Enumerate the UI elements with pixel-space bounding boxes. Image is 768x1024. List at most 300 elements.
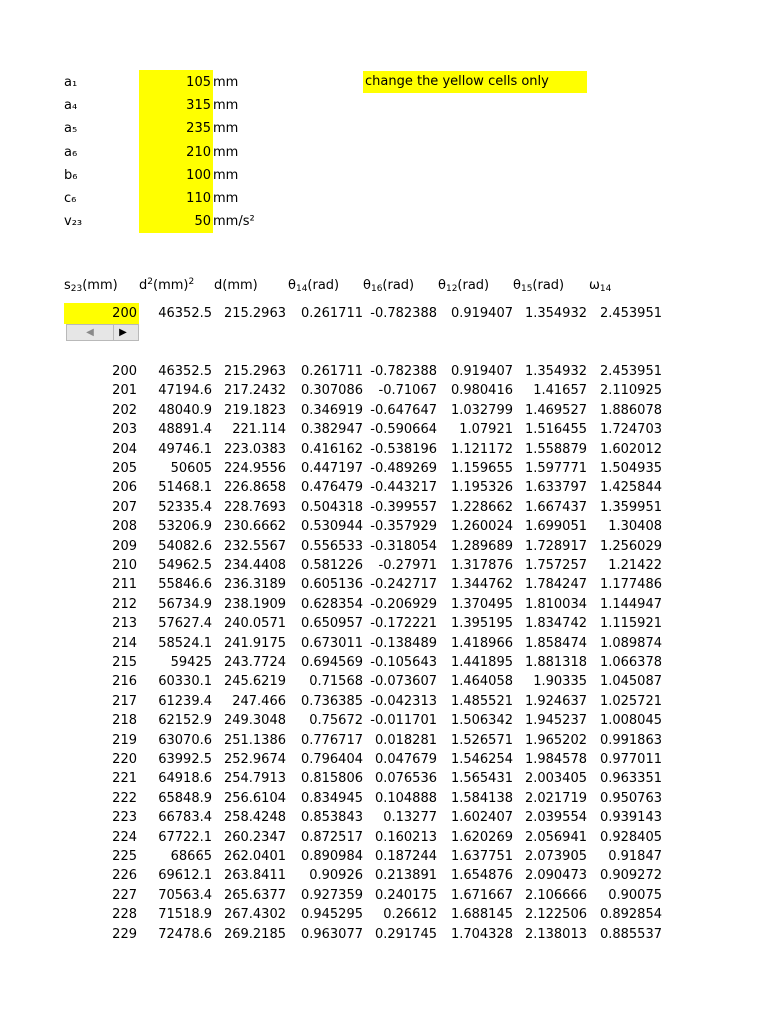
param-unit-v23: mm/s² — [213, 214, 255, 229]
cell-d-squared: 58524.1 — [158, 635, 212, 651]
cell-theta12: 1.584138 — [450, 790, 513, 806]
cell-theta15: 1.90335 — [533, 674, 587, 690]
cell-s23: 221 — [112, 771, 137, 787]
cell-omega14: 1.425844 — [599, 480, 662, 496]
cell-theta15: 2.122506 — [524, 907, 587, 923]
cell-d-squared: 64918.6 — [158, 771, 212, 787]
cell-d: 217.2432 — [223, 383, 286, 399]
cell-d-squared: 57627.4 — [158, 616, 212, 632]
cell-theta12: 1.602407 — [450, 810, 513, 826]
cell-theta16: 0.13277 — [383, 810, 437, 826]
cell-d: 240.0571 — [223, 616, 286, 632]
cell-d-squared: 71518.9 — [158, 907, 212, 923]
cell-theta12: 1.032799 — [450, 402, 513, 418]
cell-s23: 220 — [112, 752, 137, 767]
cell-theta16: -0.011701 — [370, 713, 437, 729]
cell-s23: 203 — [112, 422, 137, 438]
cell-theta16: 0.26612 — [383, 907, 437, 923]
cell-theta16: -0.782388 — [370, 364, 437, 379]
cell-theta16: -0.538196 — [370, 441, 437, 457]
cell-theta15: 1.354932 — [524, 364, 587, 379]
cell-theta12: 1.637751 — [450, 849, 513, 864]
cell-theta15: 2.003405 — [524, 771, 587, 787]
table-row — [0, 711, 768, 730]
cell-theta12: 1.195326 — [450, 480, 513, 496]
param-label-b6: b₆ — [64, 168, 78, 183]
param-unit-a5: mm — [213, 121, 239, 136]
cell-d: 269.2185 — [223, 926, 286, 942]
input-theta14: 0.261711 — [300, 306, 363, 321]
cell-omega14: 1.602012 — [599, 441, 662, 457]
cell-theta15: 1.965202 — [524, 732, 587, 748]
cell-omega14: 1.115921 — [599, 616, 662, 632]
cell-theta14: 0.382947 — [300, 422, 363, 438]
cell-theta12: 0.919407 — [450, 364, 513, 379]
param-value-a6[interactable]: 210 — [186, 145, 211, 160]
cell-theta15: 1.945237 — [524, 713, 587, 729]
cell-omega14: 0.909272 — [599, 868, 662, 884]
cell-omega14: 1.089874 — [599, 635, 662, 651]
cell-s23: 216 — [112, 674, 137, 690]
param-label-a1: a₁ — [64, 75, 78, 90]
cell-theta12: 1.395195 — [450, 616, 513, 632]
table-row — [0, 556, 768, 575]
param-label-a6: a₆ — [64, 145, 78, 160]
table-row — [0, 866, 768, 885]
cell-d-squared: 67722.1 — [158, 829, 212, 845]
cell-theta12: 1.370495 — [450, 596, 513, 612]
cell-theta16: 0.240175 — [374, 887, 437, 903]
cell-theta14: 0.673011 — [300, 635, 363, 651]
cell-theta12: 1.565431 — [450, 771, 513, 787]
cell-theta14: 0.75672 — [309, 713, 363, 729]
cell-omega14: 1.504935 — [599, 461, 662, 476]
cell-theta14: 0.872517 — [300, 829, 363, 845]
table-row — [0, 478, 768, 497]
cell-d-squared: 48040.9 — [158, 402, 212, 418]
cell-theta12: 1.620269 — [450, 829, 513, 845]
cell-theta16: -0.489269 — [370, 461, 437, 476]
cell-s23: 224 — [112, 829, 137, 845]
table-row — [0, 634, 768, 653]
cell-theta14: 0.650957 — [300, 616, 363, 632]
cell-theta16: -0.206929 — [370, 596, 437, 612]
table-row — [0, 731, 768, 750]
cell-theta14: 0.694569 — [300, 655, 363, 670]
cell-omega14: 1.21422 — [608, 558, 662, 573]
cell-d: 260.2347 — [223, 829, 286, 845]
cell-theta16: 0.187244 — [374, 849, 437, 864]
cell-theta14: 0.476479 — [300, 480, 363, 496]
cell-theta15: 1.757257 — [524, 558, 587, 573]
cell-theta14: 0.504318 — [300, 499, 363, 515]
cell-s23: 212 — [112, 596, 137, 612]
cell-s23: 209 — [112, 538, 137, 554]
param-unit-a1: mm — [213, 75, 239, 90]
cell-theta12: 1.704328 — [450, 926, 513, 942]
cell-s23: 205 — [112, 461, 137, 476]
table-row — [0, 886, 768, 905]
cell-s23: 213 — [112, 616, 137, 632]
cell-d-squared: 56734.9 — [158, 596, 212, 612]
cell-theta14: 0.927359 — [300, 887, 363, 903]
cell-theta15: 1.784247 — [524, 577, 587, 593]
cell-d: 252.9674 — [223, 752, 286, 767]
cell-theta12: 1.654876 — [450, 868, 513, 884]
cell-theta15: 1.924637 — [524, 693, 587, 709]
cell-d-squared: 60330.1 — [158, 674, 212, 690]
cell-theta15: 1.597771 — [524, 461, 587, 476]
cell-d-squared: 69612.1 — [158, 868, 212, 884]
cell-omega14: 1.177486 — [599, 577, 662, 593]
header-theta14: $\theta_{14}(rad)$ — [288, 278, 340, 294]
cell-theta15: 1.810034 — [524, 596, 587, 612]
cell-omega14: 1.066378 — [599, 655, 662, 670]
param-unit-a6: mm — [213, 145, 239, 160]
table-row — [0, 575, 768, 594]
cell-d-squared: 50605 — [170, 461, 212, 476]
cell-omega14: 0.91847 — [608, 849, 662, 864]
cell-theta12: 1.506342 — [450, 713, 513, 729]
cell-d: 221.114 — [232, 422, 286, 438]
cell-s23: 204 — [112, 441, 137, 457]
table-row — [0, 498, 768, 517]
cell-theta16: -0.242717 — [370, 577, 437, 593]
cell-theta16: -0.318054 — [370, 538, 437, 554]
cell-theta14: 0.447197 — [300, 461, 363, 476]
table-row — [0, 789, 768, 808]
cell-d: 228.7693 — [223, 499, 286, 515]
input-theta15: 1.354932 — [524, 306, 587, 321]
cell-omega14: 0.950763 — [599, 790, 662, 806]
cell-theta14: 0.628354 — [300, 596, 363, 612]
table-row — [0, 459, 768, 478]
cell-theta12: 0.980416 — [450, 383, 513, 399]
cell-theta15: 1.728917 — [524, 538, 587, 554]
arrow-left-icon[interactable]: ◀ — [86, 327, 94, 338]
param-label-c6: c₆ — [64, 191, 77, 206]
cell-d-squared: 65848.9 — [158, 790, 212, 806]
cell-omega14: 0.928405 — [599, 829, 662, 845]
cell-theta15: 1.516455 — [524, 422, 587, 438]
cell-theta16: -0.647647 — [370, 402, 437, 418]
cell-theta16: -0.27971 — [378, 558, 437, 573]
header-omega14: $\omega_{14}$ — [589, 278, 612, 294]
cell-theta16: 0.076536 — [374, 771, 437, 787]
cell-omega14: 2.453951 — [599, 364, 662, 379]
cell-d: 263.8411 — [223, 868, 286, 884]
cell-d: 247.466 — [232, 693, 286, 709]
cell-d-squared: 66783.4 — [158, 810, 212, 826]
cell-theta14: 0.796404 — [300, 752, 363, 767]
header-theta15: $\theta_{15}(rad)$ — [513, 278, 565, 294]
param-unit-b6: mm — [213, 168, 239, 183]
cell-omega14: 0.90075 — [608, 887, 662, 903]
header-theta12: $\theta_{12}(rad)$ — [438, 278, 490, 294]
cell-d-squared: 51468.1 — [158, 480, 212, 496]
cell-theta14: 0.815806 — [300, 771, 363, 787]
cell-s23: 225 — [112, 849, 137, 864]
cell-theta14: 0.776717 — [300, 732, 363, 748]
input-d: 215.2963 — [223, 306, 286, 321]
cell-d-squared: 68665 — [170, 849, 212, 864]
table-row — [0, 847, 768, 866]
param-value-a5[interactable]: 235 — [186, 121, 211, 136]
cell-theta16: -0.138489 — [370, 635, 437, 651]
table-row — [0, 362, 768, 381]
cell-theta15: 1.667437 — [524, 499, 587, 515]
cell-theta15: 2.106666 — [524, 887, 587, 903]
cell-theta15: 1.41657 — [533, 383, 587, 399]
table-row — [0, 769, 768, 788]
cell-theta15: 2.039554 — [524, 810, 587, 826]
table-row — [0, 905, 768, 924]
cell-omega14: 0.939143 — [599, 810, 662, 826]
cell-d: 245.6219 — [223, 674, 286, 690]
cell-theta15: 1.699051 — [524, 519, 587, 535]
cell-d-squared: 63070.6 — [158, 732, 212, 748]
cell-theta16: -0.105643 — [370, 655, 437, 670]
cell-theta16: -0.172221 — [370, 616, 437, 632]
cell-d: 262.0401 — [223, 849, 286, 864]
cell-theta16: -0.399557 — [370, 499, 437, 515]
table-row — [0, 537, 768, 556]
cell-theta14: 0.945295 — [300, 907, 363, 923]
cell-theta12: 1.228662 — [450, 499, 513, 515]
param-value-b6[interactable]: 100 — [186, 168, 211, 183]
table-row — [0, 925, 768, 944]
cell-d: 238.1909 — [223, 596, 286, 612]
input-theta16: -0.782388 — [370, 306, 437, 321]
cell-theta15: 2.021719 — [524, 790, 587, 806]
cell-s23: 211 — [112, 577, 137, 593]
cell-d-squared: 54082.6 — [158, 538, 212, 554]
cell-d-squared: 62152.9 — [158, 713, 212, 729]
cell-d-squared: 61239.4 — [158, 693, 212, 709]
param-value-a4[interactable]: 315 — [186, 98, 211, 113]
cell-s23: 208 — [112, 519, 137, 535]
cell-omega14: 1.30408 — [608, 519, 662, 535]
cell-s23: 229 — [112, 926, 137, 942]
header-d-squared: $d^2(mm)^2$ — [139, 277, 195, 293]
cell-theta15: 1.469527 — [524, 402, 587, 418]
table-row — [0, 381, 768, 400]
table-row — [0, 614, 768, 633]
cell-d: 230.6662 — [223, 519, 286, 535]
cell-s23: 217 — [112, 693, 137, 709]
table-row — [0, 595, 768, 614]
cell-s23: 215 — [112, 655, 137, 670]
table-row — [0, 672, 768, 691]
cell-theta12: 1.344762 — [450, 577, 513, 593]
cell-d: 254.7913 — [223, 771, 286, 787]
cell-theta16: 0.104888 — [374, 790, 437, 806]
cell-theta12: 1.688145 — [450, 907, 513, 923]
cell-d: 258.4248 — [223, 810, 286, 826]
cell-d: 215.2963 — [223, 364, 286, 379]
cell-theta12: 1.464058 — [450, 674, 513, 690]
cell-s23: 201 — [112, 383, 137, 399]
s23-scrollbar[interactable] — [66, 324, 139, 341]
cell-omega14: 2.110925 — [599, 383, 662, 399]
cell-theta16: 0.047679 — [374, 752, 437, 767]
cell-s23: 206 — [112, 480, 137, 496]
cell-theta14: 0.261711 — [300, 364, 363, 379]
cell-omega14: 1.256029 — [599, 538, 662, 554]
cell-omega14: 1.724703 — [599, 422, 662, 438]
cell-d: 265.6377 — [223, 887, 286, 903]
table-row — [0, 653, 768, 672]
cell-d: 256.6104 — [223, 790, 286, 806]
header-s23: $s_{23}(mm)$ — [64, 278, 118, 294]
cell-theta12: 1.526571 — [450, 732, 513, 748]
cell-theta14: 0.346919 — [300, 402, 363, 418]
table-row — [0, 401, 768, 420]
cell-omega14: 0.963351 — [599, 771, 662, 787]
cell-d-squared: 55846.6 — [158, 577, 212, 593]
table-row — [0, 828, 768, 847]
cell-omega14: 0.885537 — [599, 926, 662, 942]
cell-omega14: 1.008045 — [599, 713, 662, 729]
cell-d-squared: 48891.4 — [158, 422, 212, 438]
cell-theta16: -0.443217 — [370, 480, 437, 496]
cell-theta12: 1.289689 — [450, 538, 513, 554]
cell-s23: 219 — [112, 732, 137, 748]
param-label-a5: a₅ — [64, 121, 78, 136]
cell-theta14: 0.581226 — [300, 558, 363, 573]
cell-s23: 214 — [112, 635, 137, 651]
cell-s23: 227 — [112, 887, 137, 903]
cell-theta16: -0.71067 — [378, 383, 437, 399]
cell-theta16: -0.042313 — [370, 693, 437, 709]
input-omega14: 2.453951 — [599, 306, 662, 321]
table-row — [0, 517, 768, 536]
cell-theta12: 1.546254 — [450, 752, 513, 767]
cell-s23: 226 — [112, 868, 137, 884]
cell-theta16: 0.291745 — [374, 926, 437, 942]
instruction-note: change the yellow cells only — [363, 71, 587, 93]
cell-d-squared: 72478.6 — [158, 926, 212, 942]
cell-theta16: 0.160213 — [374, 829, 437, 845]
cell-d: 241.9175 — [223, 635, 286, 651]
input-theta12: 0.919407 — [450, 306, 513, 321]
cell-theta12: 1.671667 — [450, 887, 513, 903]
cell-d-squared: 59425 — [170, 655, 212, 670]
cell-d: 224.9556 — [223, 461, 286, 476]
cell-theta14: 0.90926 — [309, 868, 363, 884]
cell-theta14: 0.853843 — [300, 810, 363, 826]
cell-theta16: 0.018281 — [374, 732, 437, 748]
cell-theta15: 1.858474 — [524, 635, 587, 651]
cell-omega14: 0.892854 — [599, 907, 662, 923]
cell-theta16: -0.073607 — [370, 674, 437, 690]
cell-theta12: 1.121172 — [450, 441, 513, 457]
cell-d: 249.3048 — [223, 713, 286, 729]
table-row — [0, 440, 768, 459]
cell-theta14: 0.605136 — [300, 577, 363, 593]
cell-d: 223.0383 — [223, 441, 286, 457]
param-value-v23[interactable]: 50 — [194, 214, 211, 229]
cell-d-squared: 49746.1 — [158, 441, 212, 457]
cell-theta12: 1.260024 — [450, 519, 513, 535]
cell-theta12: 1.07921 — [459, 422, 513, 438]
table-row — [0, 750, 768, 769]
cell-omega14: 1.359951 — [599, 499, 662, 515]
arrow-right-icon[interactable]: ▶ — [113, 325, 132, 340]
cell-d-squared: 52335.4 — [158, 499, 212, 515]
cell-omega14: 1.144947 — [599, 596, 662, 612]
cell-theta14: 0.416162 — [300, 441, 363, 457]
cell-theta14: 0.530944 — [300, 519, 363, 535]
cell-s23: 228 — [112, 907, 137, 923]
cell-d-squared: 54962.5 — [158, 558, 212, 573]
param-value-c6[interactable]: 110 — [186, 191, 211, 206]
cell-theta15: 2.138013 — [524, 926, 587, 942]
cell-d: 226.8658 — [223, 480, 286, 496]
cell-omega14: 1.025721 — [599, 693, 662, 709]
input-d-squared: 46352.5 — [158, 306, 212, 321]
table-row — [0, 692, 768, 711]
cell-d: 219.1823 — [223, 402, 286, 418]
param-label-a4: a₄ — [64, 98, 78, 113]
cell-d: 267.4302 — [223, 907, 286, 923]
table-row — [0, 420, 768, 439]
cell-omega14: 0.977011 — [599, 752, 662, 767]
header-d: d(mm) — [214, 278, 258, 293]
cell-theta12: 1.159655 — [450, 461, 513, 476]
cell-d: 236.3189 — [223, 577, 286, 593]
s23-input-value[interactable]: 200 — [112, 306, 137, 321]
param-unit-c6: mm — [213, 191, 239, 206]
cell-d-squared: 63992.5 — [158, 752, 212, 767]
cell-omega14: 0.991863 — [599, 732, 662, 748]
cell-d: 251.1386 — [223, 732, 286, 748]
cell-theta14: 0.71568 — [309, 674, 363, 690]
cell-theta14: 0.963077 — [300, 926, 363, 942]
cell-theta15: 2.090473 — [524, 868, 587, 884]
cell-theta16: -0.357929 — [370, 519, 437, 535]
param-unit-a4: mm — [213, 98, 239, 113]
cell-theta14: 0.834945 — [300, 790, 363, 806]
header-theta16: $\theta_{16}(rad)$ — [363, 278, 415, 294]
cell-s23: 223 — [112, 810, 137, 826]
cell-theta15: 1.558879 — [524, 441, 587, 457]
cell-theta16: -0.590664 — [370, 422, 437, 438]
cell-s23: 210 — [112, 558, 137, 573]
cell-d: 243.7724 — [223, 655, 286, 670]
cell-s23: 218 — [112, 713, 137, 729]
cell-s23: 200 — [112, 364, 137, 379]
cell-theta14: 0.556533 — [300, 538, 363, 554]
cell-omega14: 1.886078 — [599, 402, 662, 418]
cell-s23: 202 — [112, 402, 137, 418]
cell-theta12: 1.485521 — [450, 693, 513, 709]
cell-d-squared: 70563.4 — [158, 887, 212, 903]
param-value-a1[interactable]: 105 — [186, 75, 211, 90]
cell-s23: 207 — [112, 499, 137, 515]
cell-theta15: 1.633797 — [524, 480, 587, 496]
cell-theta15: 1.881318 — [524, 655, 587, 670]
cell-d: 234.4408 — [223, 558, 286, 573]
cell-d-squared: 53206.9 — [158, 519, 212, 535]
cell-theta14: 0.307086 — [300, 383, 363, 399]
cell-theta12: 1.441895 — [450, 655, 513, 670]
cell-theta16: 0.213891 — [374, 868, 437, 884]
cell-d: 232.5567 — [223, 538, 286, 554]
cell-s23: 222 — [112, 790, 137, 806]
cell-theta14: 0.890984 — [300, 849, 363, 864]
cell-d-squared: 46352.5 — [158, 364, 212, 379]
